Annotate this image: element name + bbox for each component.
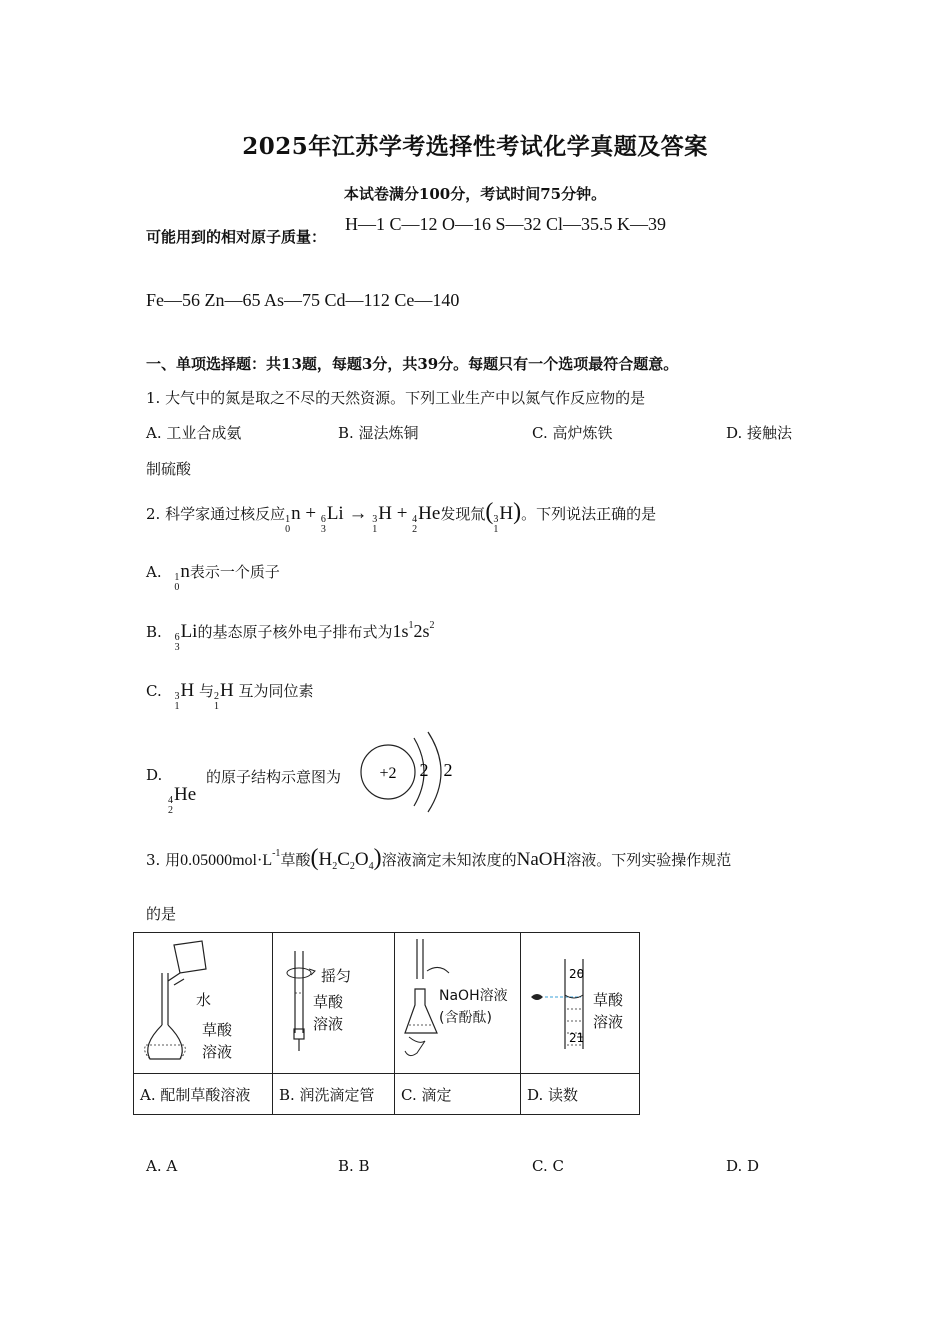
q3-option-c: C. C <box>532 1157 564 1175</box>
oxalic-formula: $H_2C_2O_4$ <box>318 849 374 872</box>
q2-stem-pre: 2. 科学家通过核反应 <box>146 505 286 523</box>
figure-a <box>134 933 273 1074</box>
exam-info: 本试卷满分100分，考试时间75分钟。 <box>343 185 607 203</box>
shell-arc-2 <box>428 732 441 812</box>
caption-b: B. 润洗滴定管 <box>273 1074 395 1115</box>
oxalic-label-b2: 溶液 <box>313 1015 344 1033</box>
page-title: 2025年江苏学考选择性考试化学真题及答案 <box>242 133 708 160</box>
tritium-symbol: H <box>378 503 392 524</box>
q3-stem: 3. 用$0.05000mol\cdot L^{-1}$草酸$(H_2C_2O_4)$溶液滴定未知浓度的NaOH溶液。下列实验操作规范 <box>146 845 732 872</box>
q2-option-b: B. 6 3 Li的基态原子核外电子排布式为$1s^12s^2$ <box>146 620 435 653</box>
lithium-symbol: Li <box>326 503 344 524</box>
section-heading: 一、单项选择题：共13题，每题3分，共39分。每题只有一个选项最符合题意。 <box>146 355 679 373</box>
operations-table <box>133 932 640 1115</box>
oxalic-label-a2: 溶液 <box>202 1043 233 1061</box>
nuclear-reaction: 1 0 n + 6 3 Li → 3 1 H + 4 2 He <box>285 503 441 535</box>
caption-c: C. 滴定 <box>395 1074 521 1115</box>
plus-sign: + <box>391 503 413 524</box>
q2-option-c: C. 3 1 H 与 2 1 H 互为同位素 <box>146 680 314 712</box>
q1-option-b: B. 湿法炼铜 <box>338 424 419 442</box>
neutron-notation: 1 0 n <box>174 561 190 593</box>
q1-stem: 1. 大气中的氮是取之不尽的天然资源。下列工业生产中以氮气作反应物的是 <box>146 389 646 407</box>
eye-icon <box>531 994 543 1000</box>
tritium-notation: 3 1 H <box>493 503 514 535</box>
oxalic-label-a1: 草酸 <box>202 1021 233 1039</box>
helium-notation: 4 2 He <box>168 784 197 816</box>
q2-stem-mid: 发现氚 <box>440 505 486 523</box>
atomic-structure-diagram <box>356 730 466 816</box>
figure-c <box>395 933 521 1074</box>
plus-sign: + <box>300 503 321 524</box>
q3-option-d: D. D <box>726 1157 760 1175</box>
q2-stem-post: 。下列说法正确的是 <box>521 505 657 523</box>
water-label: 水 <box>196 991 212 1009</box>
deuterium-notation: 2 1 H <box>214 680 234 712</box>
oxalic-label-d2: 溶液 <box>593 1013 624 1031</box>
lithium-notation: 6 3 Li <box>174 621 198 653</box>
figure-b <box>273 933 395 1074</box>
shell-electrons-2: 2 <box>443 760 453 780</box>
helium-symbol: He <box>418 503 441 524</box>
atomic-mass-line1: H—1 C—12 O—16 S—32 Cl—35.5 K—39 <box>345 214 667 234</box>
scale-20: 20 <box>569 967 585 981</box>
q1-option-c: C. 高炉炼铁 <box>532 424 613 442</box>
q1-option-d: D. 接触法 <box>726 424 793 442</box>
q3-stem-cont: 的是 <box>146 905 177 923</box>
q2-stem: 2. 科学家通过核反应 1 0 n + 6 3 Li → 3 1 H + 4 2 He发现氚( 3 1 H)。下列说法正确的是 <box>146 499 657 535</box>
electron-config: $1s^12s^2$ <box>392 620 435 641</box>
q2-option-d-label: D. <box>146 766 163 784</box>
arrow: → <box>343 503 373 524</box>
indicator-label: (含酚酞) <box>439 1010 492 1026</box>
scale-21: 21 <box>569 1031 585 1045</box>
nucleus-charge: +2 <box>379 765 397 782</box>
concentration: $0.05000mol\cdot L^{-1}$ <box>180 848 281 869</box>
q3-option-b: B. B <box>338 1157 370 1175</box>
q2-option-a: A. 1 0 n表示一个质子 <box>146 561 280 593</box>
caption-a: A. 配制草酸溶液 <box>134 1074 273 1115</box>
naoh-solution-label: NaOH溶液 <box>439 988 508 1004</box>
atomic-mass-line2: Fe—56 Zn—65 As—75 Cd—112 Ce—140 <box>146 290 460 310</box>
shake-label: 摇匀 <box>321 967 352 985</box>
tritium-notation-c: 3 1 H <box>174 680 195 712</box>
neutron-symbol: n <box>291 503 301 524</box>
q3-option-a: A. A <box>146 1157 178 1175</box>
naoh-formula: NaOH <box>516 849 567 870</box>
q1-option-d-cont: 制硫酸 <box>146 460 192 478</box>
atomic-mass-label: 可能用到的相对原子质量： <box>146 228 327 246</box>
caption-d: D. 读数 <box>521 1074 640 1115</box>
oxalic-label-b1: 草酸 <box>313 993 344 1011</box>
shell-electrons-1: 2 <box>419 760 429 780</box>
figure-d <box>521 933 640 1074</box>
q2-option-d-text: 的原子结构示意图为 <box>206 768 342 786</box>
q1-option-a: A. 工业合成氨 <box>146 424 242 442</box>
oxalic-label-d1: 草酸 <box>593 991 624 1009</box>
